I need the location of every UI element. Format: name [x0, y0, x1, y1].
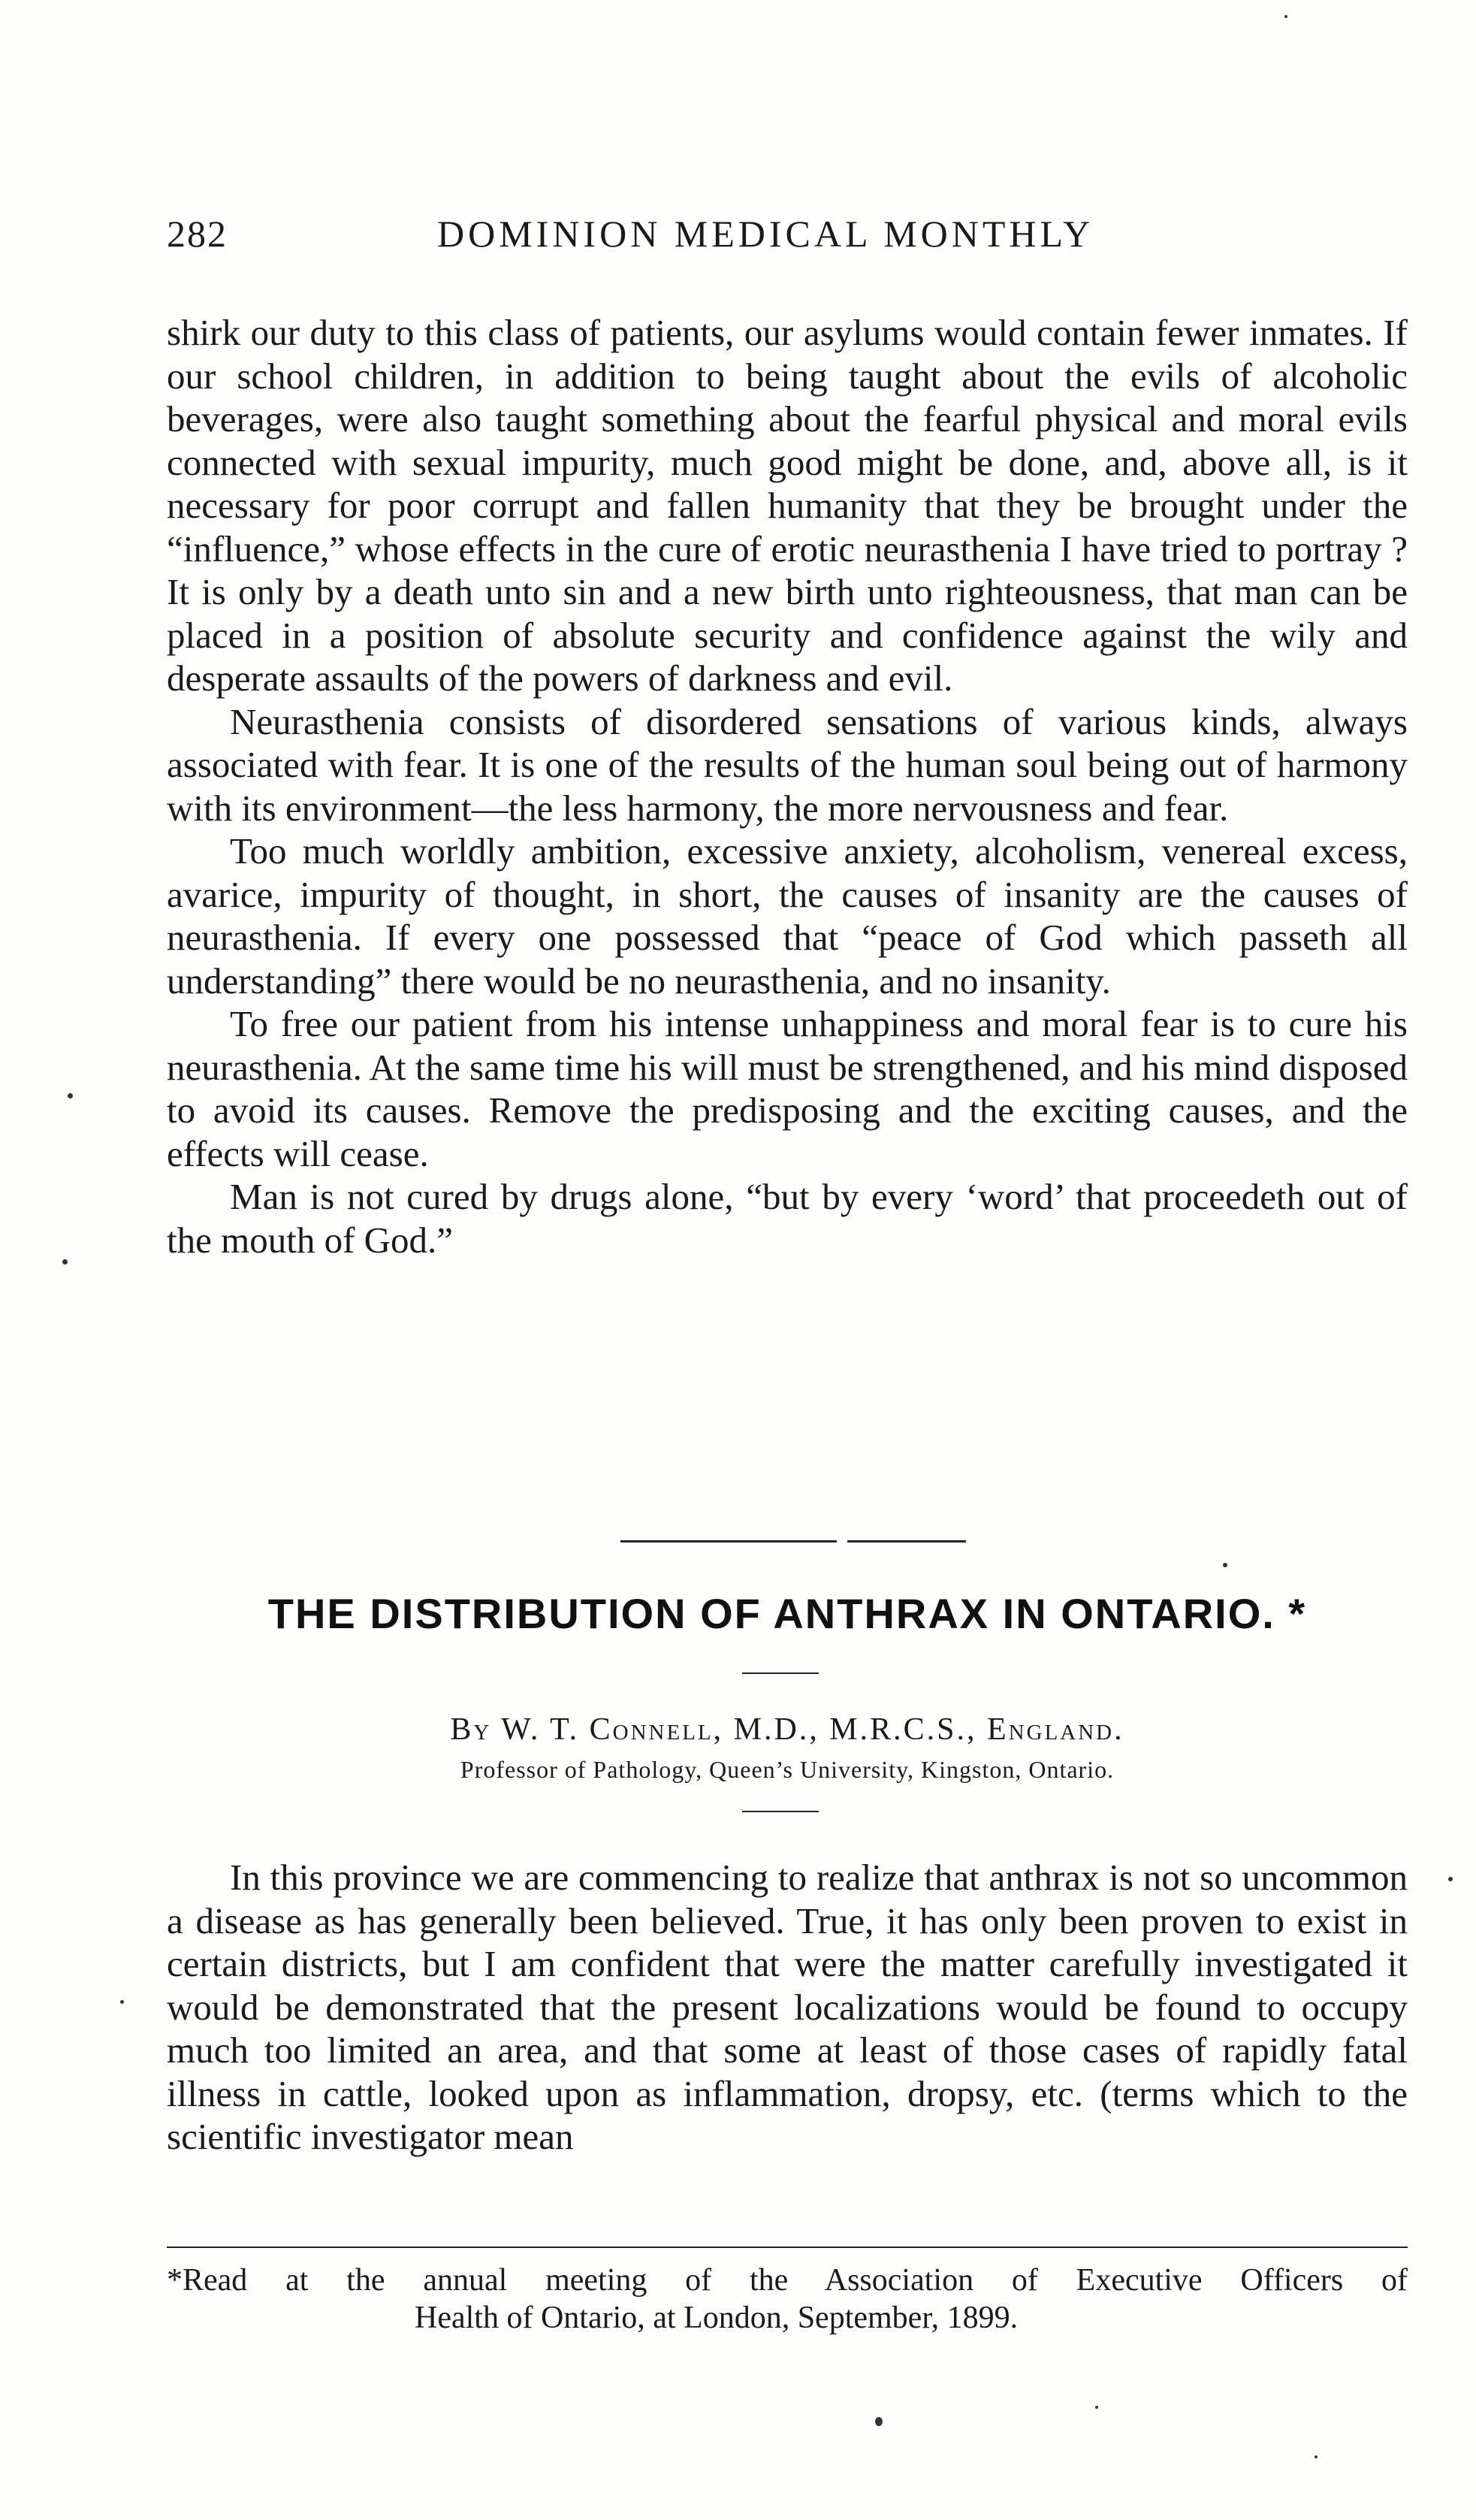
article-title: THE DISTRIBUTION OF ANTHRAX IN ONTARIO. *	[267, 1590, 1307, 1637]
scan-speck	[875, 2417, 883, 2426]
byline-rule	[742, 1811, 819, 1812]
scan-speck	[1315, 2455, 1318, 2458]
scan-speck	[1448, 1877, 1453, 1881]
paragraph-causes: Too much worldly ambition, excessive anxiety, alcoholism, venereal excess, avarice, impurity of thought, in short, the causes of insanity are the causes of neurasthenia. If every one possessed that “peace of God which passeth all understanding” there would be no neurasthenia, and no insanity.	[167, 830, 1408, 1002]
footnote-line-1: *Read at the annual meeting of the Association of Executive Officers of	[167, 2263, 1408, 2298]
journal-title: DOMINION MEDICAL MONTHLY	[437, 213, 1094, 255]
scan-speck	[1223, 1563, 1227, 1567]
footnote-line-2: Health of Ontario, at London, September, 1899.	[415, 2301, 1019, 2335]
author-affiliation: Professor of Pathology, Queen’s University, Kingston, Ontario.	[460, 1756, 1115, 1783]
scan-speck	[1095, 2406, 1098, 2409]
article-first-paragraph: In this province we are commencing to realize that anthrax is not so uncommon a disease as has generally been believed. True, it has only been proven to exist in certain districts, but I am confident that were the matter carefully investigated it would be demonstrated that the present localizations would be found to occupy much too limited an area, and that some at least of those cases of rapidly fatal illness in cattle, looked upon as inflammation, dropsy, etc. (terms which to the scientific investigator mean	[167, 1857, 1408, 2157]
scan-speck	[68, 1093, 73, 1098]
title-rule	[742, 1672, 819, 1674]
running-header	[167, 212, 1408, 257]
scan-speck	[1284, 15, 1287, 18]
section-divider-right	[847, 1540, 966, 1543]
paragraph-continued: shirk our duty to this class of patients, our asylums would contain fewer inmates. If our school children, in addition to being taught about the evils of alcoholic beverages, were also taught something about the fearful physical and moral evils connected with sexual impurity, much good might be done, and, above all, is it necessary for poor corrupt and fallen humanity that they be brought under the “influence,” whose effects in the cure of erotic neurasthenia I have tried to portray ? It is only by a death unto sin and a new birth unto righteousness, that man can be placed in a position of absolute security and confidence against the wily and desperate assaults of the powers of darkness and evil.	[167, 312, 1408, 699]
footnote-rule	[167, 2247, 1408, 2248]
scan-speck	[120, 2000, 124, 2004]
scan-speck	[62, 1259, 68, 1265]
footnote	[167, 2262, 1408, 2337]
paragraph-neurasthenia: Neurasthenia consists of disordered sensations of various kinds, always associated with fear. It is one of the results of the human soul being out of harmony with its environment—the less harmony, the more nervousness and fear.	[167, 700, 1408, 829]
paragraph-cure: To free our patient from his intense unhappiness and moral fear is to cure his neurasthenia. At the same time his will must be strengthened, and his mind disposed to avoid its causes. Remove the predisposing and the exciting causes, and the effects will cease.	[167, 1003, 1408, 1174]
section-divider-left	[620, 1540, 837, 1543]
continued-text	[167, 311, 1408, 1262]
paragraph-closing-quote: Man is not cured by drugs alone, “but by every ‘word’ that proceedeth out of the mouth of God.”	[167, 1176, 1408, 1261]
article-body	[167, 1856, 1408, 2159]
page-number: 282	[167, 213, 228, 255]
article-byline: By W. T. Connell, M.D., M.R.C.S., England.	[450, 1712, 1124, 1747]
